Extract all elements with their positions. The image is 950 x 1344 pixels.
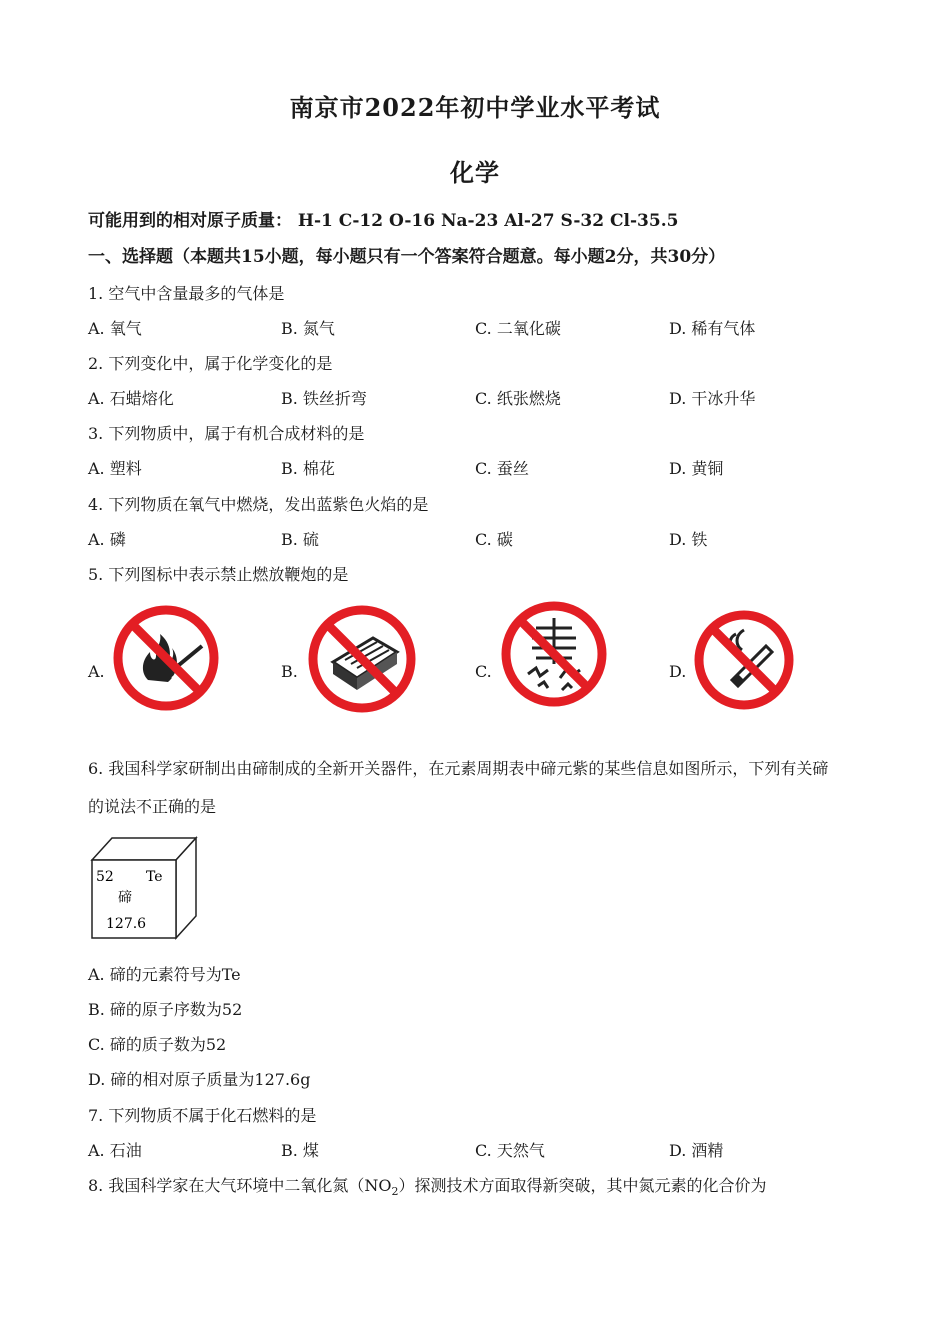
no-matches-sign-icon <box>305 602 419 716</box>
question-3-stem: 3. 下列物质中，属于有机合成材料的是 <box>88 424 365 443</box>
question-1-stem: 1. 空气中含量最多的气体是 <box>88 284 285 303</box>
question-5-stem: 5. 下列图标中表示禁止燃放鞭炮的是 <box>88 565 349 584</box>
tellurium-element-card <box>90 834 198 940</box>
no-smoking-sign-icon <box>692 608 796 712</box>
question-8-stem <box>88 1176 767 1202</box>
no-firecrackers-sign-icon <box>498 598 610 710</box>
section-heading: 一、选择题（本题共15小题，每小题只有一个答案符合题意。每小题2分，共30分） <box>88 247 726 267</box>
q1-option-b: B. 氮气 <box>281 319 335 338</box>
q8-stem-after: ）探测技术方面取得新突破，其中氮元素的化合价为 <box>398 1176 767 1195</box>
q4-option-a: A. 磷 <box>88 530 126 549</box>
q6-option-d: D. 碲的相对原子质量为127.6g <box>88 1070 311 1089</box>
element-name: 碲 <box>118 890 132 906</box>
q8-stem-subscript: 2 <box>391 1185 399 1199</box>
element-number: 52 <box>96 869 114 885</box>
element-mass: 127.6 <box>106 916 147 932</box>
question-4-stem: 4. 下列物质在氧气中燃烧，发出蓝紫色火焰的是 <box>88 495 429 514</box>
q5-option-c: C. <box>475 662 492 681</box>
q1-option-a: A. 氧气 <box>88 319 142 338</box>
q4-option-b: B. 硫 <box>281 530 319 549</box>
q2-option-b: B. 铁丝折弯 <box>281 389 367 408</box>
question-6-stem-line1: 6. 我国科学家研制出由碲制成的全新开关器件，在元素周期表中碲元紫的某些信息如图所示，下列有关碲 <box>88 759 829 778</box>
q5-option-d: D. <box>669 662 687 681</box>
question-2-stem: 2. 下列变化中，属于化学变化的是 <box>88 354 333 373</box>
q6-option-c: C. 碲的质子数为52 <box>88 1035 227 1054</box>
q5-option-a: A. <box>88 662 105 681</box>
q7-option-b: B. 煤 <box>281 1141 319 1160</box>
q2-option-d: D. 干冰升华 <box>669 389 756 408</box>
q2-option-c: C. 纸张燃烧 <box>475 389 561 408</box>
page-title: 南京市2022年初中学业水平考试 <box>289 93 661 122</box>
atomic-mass-line: 可能用到的相对原子质量： H-1 C-12 O-16 Na-23 Al-27 S-32 Cl-35.5 <box>88 211 679 231</box>
q4-option-d: D. 铁 <box>669 530 708 549</box>
q5-option-b: B. <box>281 662 298 681</box>
q7-option-d: D. 酒精 <box>669 1141 724 1160</box>
q6-option-b: B. 碲的原子序数为52 <box>88 1000 243 1019</box>
subject-title: 化学 <box>450 158 500 187</box>
q1-option-c: C. 二氧化碳 <box>475 319 561 338</box>
q1-option-d: D. 稀有气体 <box>669 319 756 338</box>
q3-option-a: A. 塑料 <box>88 459 142 478</box>
question-6-stem-line2: 的说法不正确的是 <box>88 797 217 816</box>
q8-stem-before: 8. 我国科学家在大气环境中二氧化氮（NO <box>88 1176 392 1195</box>
q4-option-c: C. 碳 <box>475 530 513 549</box>
q3-option-c: C. 蚕丝 <box>475 459 529 478</box>
element-symbol: Te <box>146 869 163 885</box>
q7-option-c: C. 天然气 <box>475 1141 545 1160</box>
no-open-flame-sign-icon <box>110 602 222 714</box>
q3-option-b: B. 棉花 <box>281 459 335 478</box>
q3-option-d: D. 黄铜 <box>669 459 724 478</box>
question-7-stem: 7. 下列物质不属于化石燃料的是 <box>88 1106 317 1125</box>
q7-option-a: A. 石油 <box>88 1141 142 1160</box>
q2-option-a: A. 石蜡熔化 <box>88 389 174 408</box>
q6-option-a: A. 碲的元素符号为Te <box>88 965 241 984</box>
